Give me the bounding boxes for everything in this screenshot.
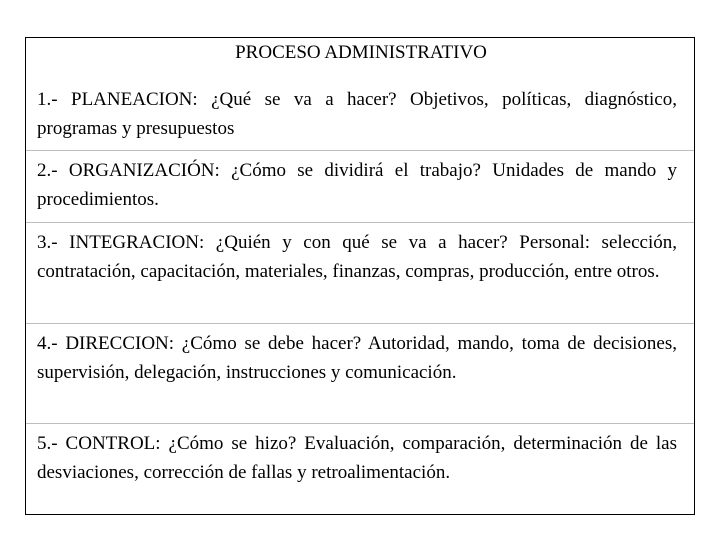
paragraph-planeacion: 1.- PLANEACION: ¿Qué se va a hacer? Objetivos, políticas, diagnóstico, programas y presupuestos (37, 89, 677, 139)
paragraph-control: 5.- CONTROL: ¿Cómo se hizo? Evaluación, comparación, determinación de las desviaciones, corrección de fallas y retroalimentación. (37, 433, 677, 483)
divider (26, 222, 694, 223)
paragraph-direccion: 4.- DIRECCION: ¿Cómo se debe hacer? Autoridad, mando, toma de decisiones, supervisión, delegación, instrucciones y comunicación. (37, 333, 677, 383)
document-title: PROCESO ADMINISTRATIVO (235, 42, 487, 63)
divider (26, 423, 694, 424)
document-frame (25, 37, 695, 515)
divider (26, 323, 694, 324)
paragraph-organizacion: 2.- ORGANIZACIÓN: ¿Cómo se dividirá el trabajo? Unidades de mando y procedimientos. (37, 160, 677, 210)
divider (26, 150, 694, 151)
paragraph-integracion: 3.- INTEGRACION: ¿Quién y con qué se va a hacer? Personal: selección, contratación, capacitación, materiales, finanzas, compras, producción, entre otros. (37, 232, 677, 282)
